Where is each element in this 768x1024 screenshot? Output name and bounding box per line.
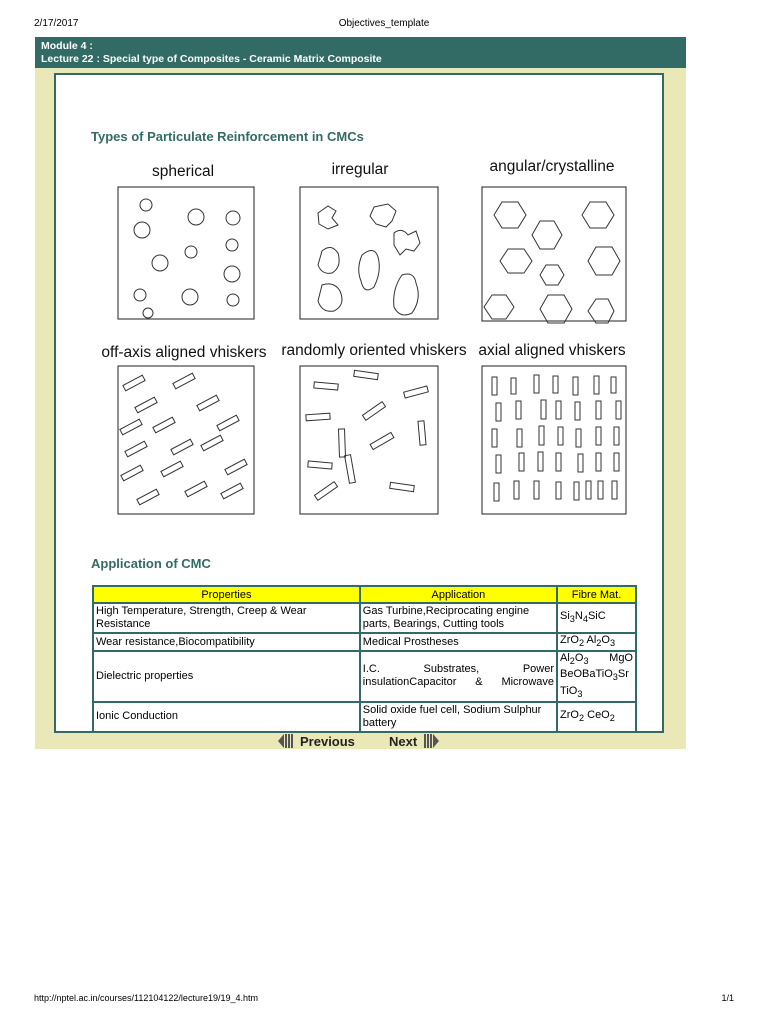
next-button[interactable] bbox=[389, 732, 439, 750]
application-table bbox=[92, 585, 637, 733]
cell-property: Ionic Conduction bbox=[93, 702, 360, 732]
previous-button[interactable] bbox=[278, 732, 355, 750]
module-label: Module 4 : bbox=[41, 40, 93, 52]
module-banner bbox=[35, 37, 686, 68]
label-random: randomly oriented vhiskers bbox=[281, 342, 467, 359]
cell-application: Medical Prostheses bbox=[360, 633, 557, 651]
label-irregular: irregular bbox=[331, 161, 389, 178]
panel-random bbox=[300, 366, 438, 514]
next-arrow-icon bbox=[421, 733, 439, 749]
panel-angular bbox=[482, 187, 626, 323]
print-header bbox=[34, 18, 734, 32]
table-row bbox=[93, 702, 636, 732]
panel-irregular bbox=[300, 187, 438, 319]
reinforcement-figure bbox=[56, 75, 662, 515]
cell-fibre: ZrO$_2$ $Al_2O_3$ bbox=[557, 633, 636, 651]
cell-application: Solid oxide fuel cell, Sodium Sulphur battery bbox=[360, 702, 557, 732]
section-title-reinforcement: Types of Particulate Reinforcement in CMCs bbox=[91, 129, 364, 144]
print-page-number: 1/1 bbox=[721, 993, 734, 1003]
lecture-title: Lecture 22 : Special type of Composites - Ceramic Matrix Composite bbox=[41, 53, 382, 65]
panel-off-axis bbox=[118, 366, 254, 514]
print-title: Objectives_template bbox=[338, 18, 430, 29]
header-fibre: Fibre Mat. bbox=[557, 586, 636, 603]
print-footer bbox=[34, 993, 734, 1007]
page-navigation bbox=[35, 732, 686, 752]
print-date: 2/17/2017 bbox=[34, 18, 79, 29]
cell-application: I.C. Substrates, Power insulationCapacitor & Microwave bbox=[360, 651, 557, 702]
table-row bbox=[93, 633, 636, 651]
cell-fibre: $Al_2O_3$ MgO BeOBaTiO$_3$Sr TiO$_3$ bbox=[557, 651, 636, 702]
page-frame bbox=[35, 37, 686, 749]
header-application: Application bbox=[360, 586, 557, 603]
label-spherical: spherical bbox=[151, 163, 215, 180]
print-url: http://nptel.ac.in/courses/112104122/lecture19/19_4.htm bbox=[34, 993, 258, 1003]
label-angular: angular/crystalline bbox=[489, 158, 615, 175]
cell-property: Dielectric properties bbox=[93, 651, 360, 702]
table-row bbox=[93, 603, 636, 633]
cell-property: Wear resistance,Biocompatibility bbox=[93, 633, 360, 651]
cell-fibre: $Si_3N_4SiC$ bbox=[557, 603, 636, 633]
table-header-row bbox=[93, 586, 636, 603]
next-label: Next bbox=[389, 733, 418, 749]
cell-property: High Temperature, Strength, Creep & Wear Resistance bbox=[93, 603, 360, 633]
cell-application: Gas Turbine,Reciprocating engine parts, Bearings, Cutting tools bbox=[360, 603, 557, 633]
header-properties: Properties bbox=[93, 586, 360, 603]
previous-label: Previous bbox=[300, 733, 355, 749]
label-off-axis: off-axis aligned vhiskers bbox=[101, 344, 267, 361]
section-title-application: Application of CMC bbox=[91, 556, 211, 571]
content-panel bbox=[54, 73, 664, 733]
cell-fibre: ZrO$_2$ CeO$_2$ bbox=[557, 702, 636, 732]
panel-spherical bbox=[118, 187, 254, 319]
table-row bbox=[93, 651, 636, 702]
panel-axial bbox=[482, 366, 626, 514]
previous-arrow-icon bbox=[278, 733, 296, 749]
label-axial: axial aligned vhiskers bbox=[478, 342, 626, 359]
